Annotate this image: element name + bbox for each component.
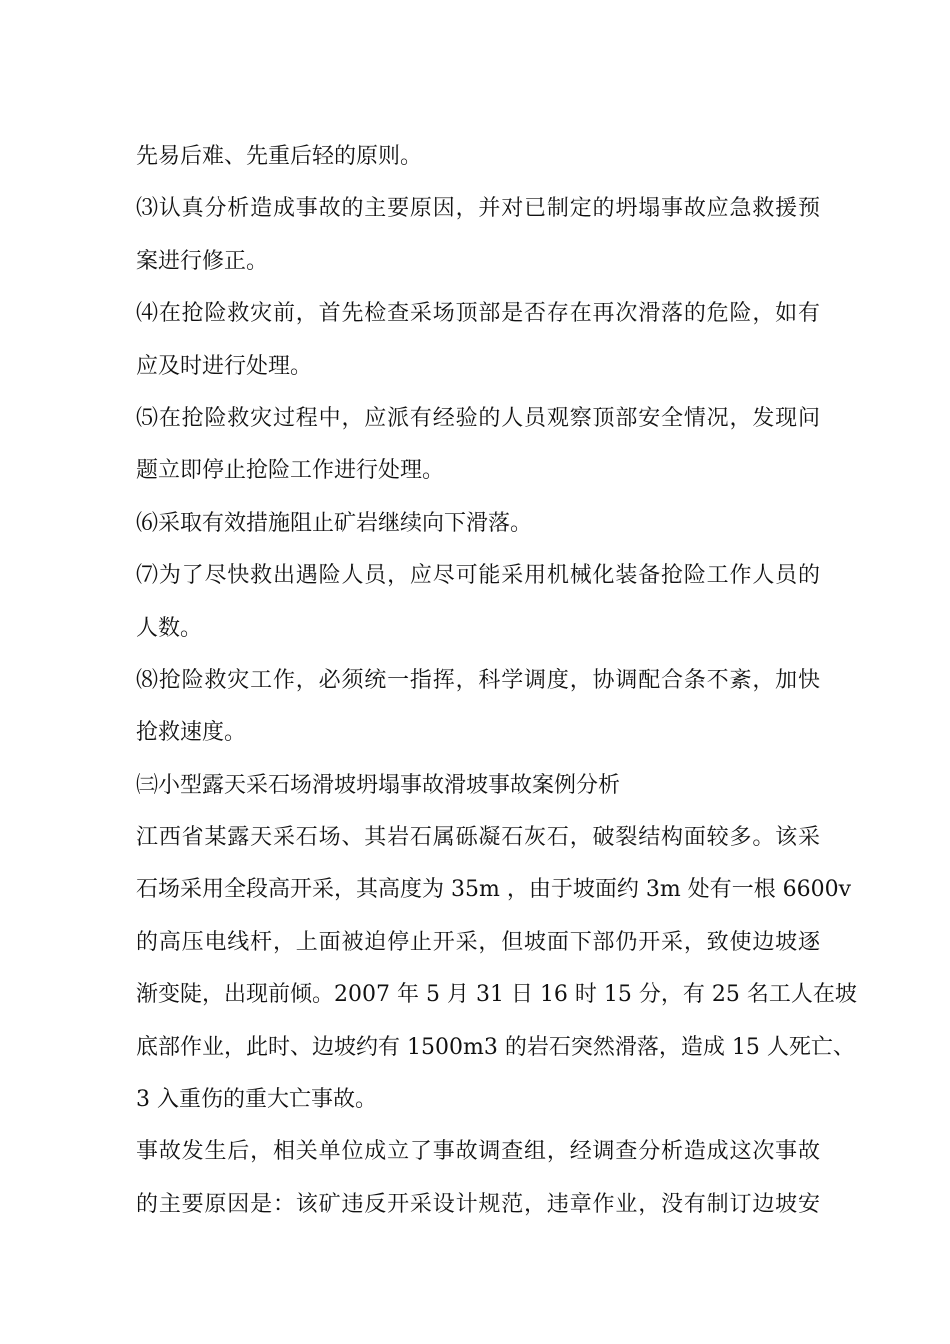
text-line: 底部作业，此时、边坡约有 1500m3 的岩石突然滑落，造成 15 人死亡、	[136, 1034, 855, 1060]
text-line: 案进行修正。	[136, 248, 269, 274]
text-line: 人数。	[136, 615, 203, 641]
text-line: 抢救速度。	[136, 720, 247, 746]
text-line: 题立即停止抢险工作进行处理。	[136, 458, 445, 484]
text-line: ⑻抢险救灾工作，必须统一指挥，科学调度，协调配合条不紊，加快	[136, 667, 820, 693]
text-line: ⑹采取有效措施阻止矿岩继续向下滑落。	[136, 510, 533, 536]
section-heading: ㈢小型露天采石场滑坡坍塌事故滑坡事故案例分析	[136, 772, 621, 798]
text-line: ⑺为了尽快救出遇险人员，应尽可能采用机械化装备抢险工作人员的	[136, 563, 820, 589]
text-line: 先易后难、先重后轻的原则。	[136, 144, 423, 169]
text-line: 3 入重伤的重大亡事故。	[136, 1087, 377, 1113]
text-line: ⑷在抢险救灾前，首先检查采场顶部是否存在再次滑落的危险，如有	[136, 301, 820, 327]
text-line: 事故发生后，相关单位成立了事故调查组，经调查分析造成这次事故	[136, 1139, 820, 1165]
text-line: 石场采用全段高开采，其高度为 35m ，由于坡面约 3m 处有一根 6600v	[136, 877, 852, 903]
text-line: 应及时进行处理。	[136, 353, 313, 379]
text-line: 江西省某露天采石场、其岩石属砾凝石灰石，破裂结构面较多。该采	[136, 825, 820, 851]
text-line: 的主要原因是：该矿违反开采设计规范，违章作业，没有制订边坡安	[136, 1191, 820, 1217]
text-line: 渐变陡，出现前倾。2007 年 5 月 31 日 16 时 15 分，有 25 名工人在坡	[136, 982, 857, 1008]
text-line: ⑶认真分析造成事故的主要原因，并对已制定的坍塌事故应急救援预	[136, 196, 820, 222]
text-line: ⑸在抢险救灾过程中，应派有经验的人员观察顶部安全情况，发现问	[136, 405, 820, 431]
text-line: 的高压电线杆，上面被迫停止开采，但坡面下部仍开采，致使边坡逐	[136, 929, 820, 955]
document-body	[136, 137, 857, 1237]
